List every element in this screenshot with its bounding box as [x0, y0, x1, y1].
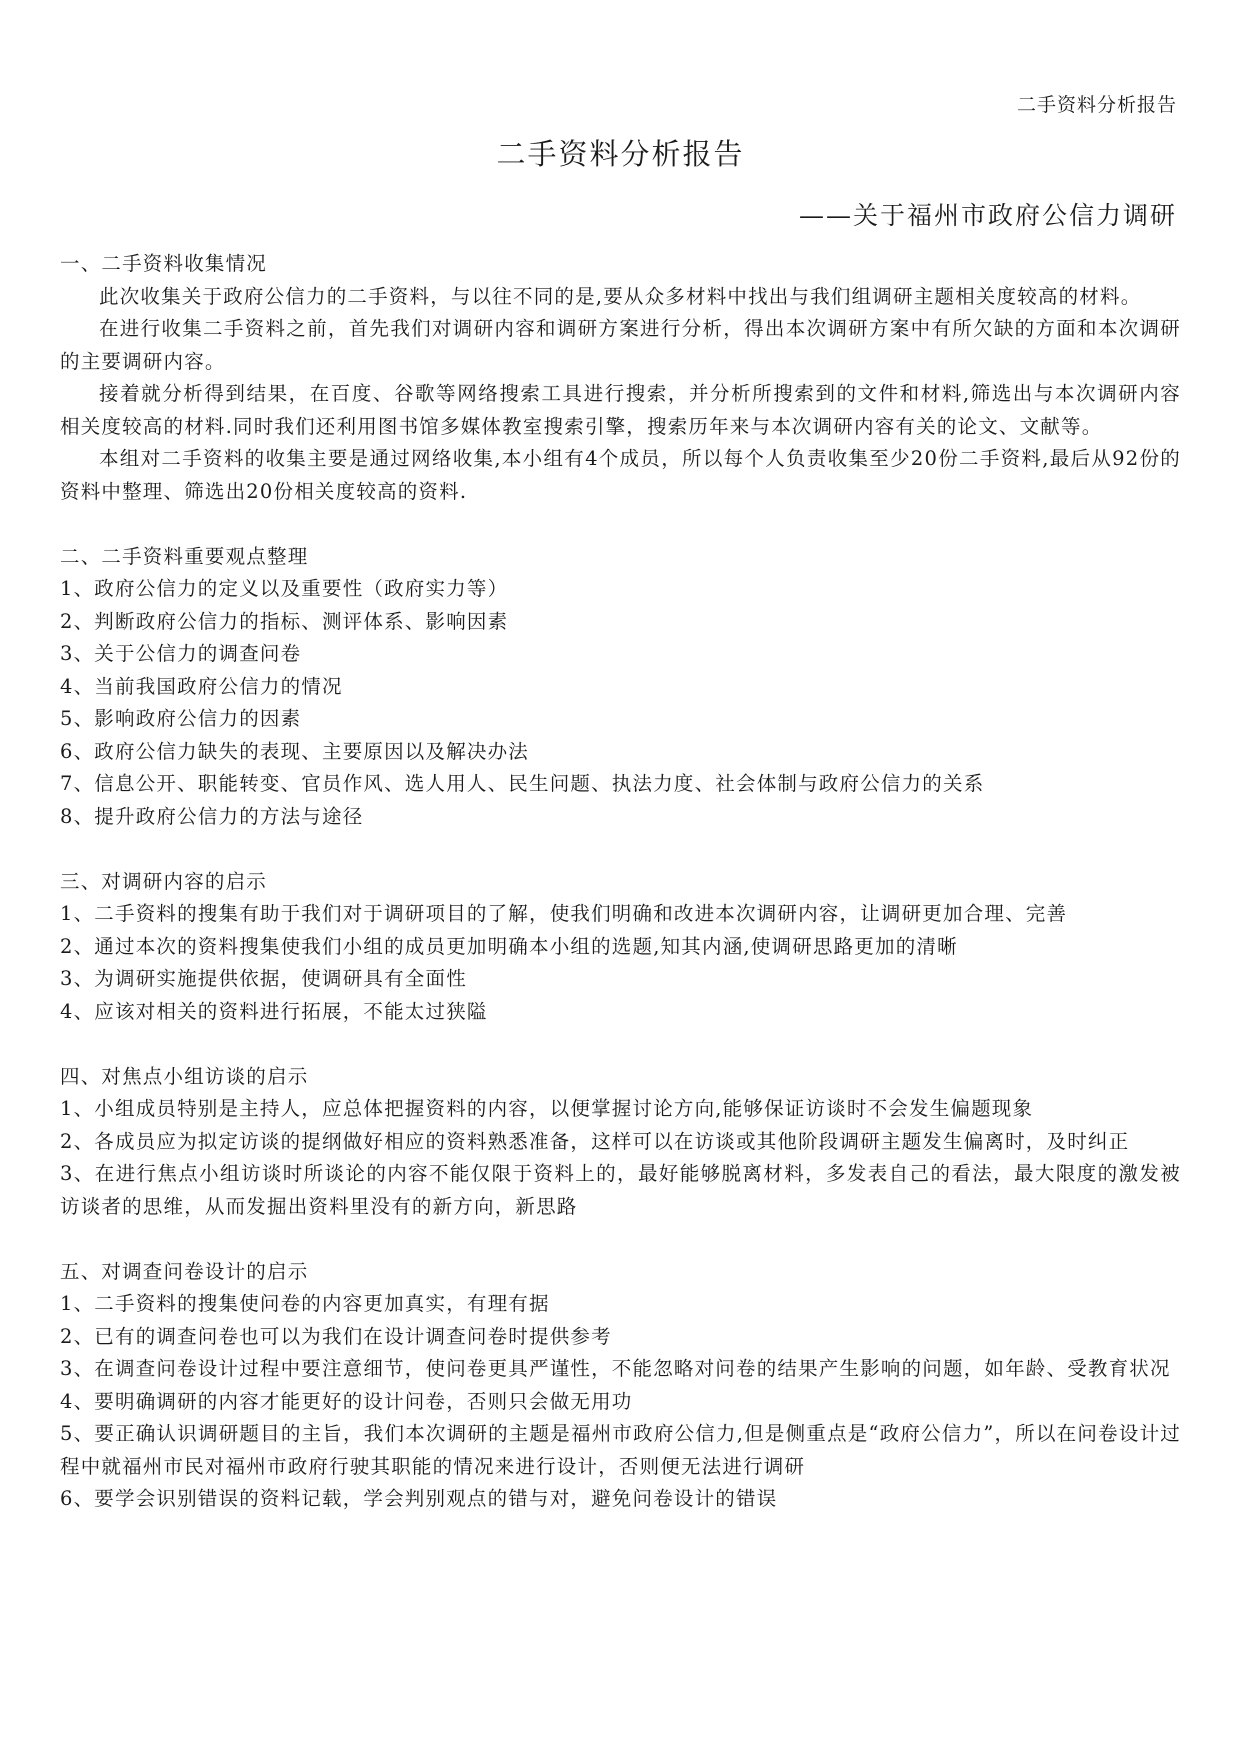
list-item: 5、影响政府公信力的因素 [60, 707, 302, 730]
section-key-points [60, 541, 1181, 834]
section-collection [60, 248, 1181, 508]
list-item: 3、关于公信力的调查问卷 [60, 642, 302, 665]
section-heading: 三、对调研内容的启示 [60, 869, 268, 893]
list-item: 4、当前我国政府公信力的情况 [60, 674, 343, 698]
research-insights-list [60, 898, 1181, 1028]
section-heading: 四、对焦点小组访谈的启示 [60, 1064, 309, 1088]
key-points-list [60, 573, 1181, 833]
list-item: 8、提升政府公信力的方法与途径 [60, 804, 364, 828]
questionnaire-list [60, 1288, 1181, 1516]
list-item: 1、政府公信力的定义以及重要性（政府实力等） [60, 577, 509, 600]
list-item: 2、判断政府公信力的指标、测评体系、影响因素 [60, 609, 509, 633]
section-research-insights [60, 866, 1181, 1029]
document-body [60, 248, 1181, 1516]
list-item: 5、要正确认识调研题目的主旨，我们本次调研的主题是福州市政府公信力,但是侧重点是“政府公信力”，所以在问卷设计过程中就福州市民对福州市政府行驶其职能的情况来进行设计，否则便无法进行调研 [60, 1422, 1181, 1478]
document-title: 二手资料分析报告 [496, 137, 745, 171]
list-item: 3、为调研实施提供依据，使调研具有全面性 [60, 967, 467, 990]
section-questionnaire-insights [60, 1256, 1181, 1516]
list-item: 2、已有的调查问卷也可以为我们在设计调查问卷时提供参考 [60, 1324, 612, 1348]
list-item: 1、小组成员特别是主持人，应总体把握资料的内容，以便掌握讨论方向,能够保证访谈时不会发生偏题现象 [60, 1097, 1034, 1120]
list-item: 3、在调查问卷设计过程中要注意细节，使问卷更具严谨性，不能忽略对问卷的结果产生影响的问题，如年龄、受教育状况 [60, 1357, 1171, 1380]
list-item: 2、通过本次的资料搜集使我们小组的成员更加明确本小组的选题,知其内涵,使调研思路更加的清晰 [60, 934, 958, 958]
list-item: 6、要学会识别错误的资料记载，学会判别观点的错与对，避免问卷设计的错误 [60, 1487, 778, 1510]
section-heading: 二、二手资料重要观点整理 [60, 544, 309, 568]
paragraph: 在进行收集二手资料之前，首先我们对调研内容和调研方案进行分析，得出本次调研方案中有所欠缺的方面和本次调研的主要调研内容。 [60, 317, 1181, 373]
running-header: 二手资料分析报告 [1016, 94, 1177, 116]
focus-group-list [60, 1093, 1181, 1223]
list-item: 1、二手资料的搜集有助于我们对于调研项目的了解，使我们明确和改进本次调研内容，让调研更加合理、完善 [60, 902, 1068, 925]
list-item: 1、二手资料的搜集使问卷的内容更加真实，有理有据 [60, 1292, 550, 1315]
section-focus-group-insights [60, 1061, 1181, 1224]
paragraph: 此次收集关于政府公信力的二手资料，与以往不同的是,要从众多材料中找出与我们组调研主题相关度较高的材料。 [99, 284, 1142, 308]
list-item: 2、各成员应为拟定访谈的提纲做好相应的资料熟悉准备，这样可以在访谈或其他阶段调研主题发生偏离时，及时纠正 [60, 1129, 1130, 1153]
section-heading: 一、二手资料收集情况 [60, 252, 268, 275]
section-heading: 五、对调查问卷设计的启示 [60, 1259, 309, 1283]
document-subtitle: ——关于福州市政府公信力调研 [798, 201, 1177, 230]
list-item: 4、应该对相关的资料进行拓展，不能太过狭隘 [60, 999, 488, 1023]
list-item: 3、在进行焦点小组访谈时所谈论的内容不能仅限于资料上的，最好能够脱离材料，多发表自己的看法，最大限度的激发被访谈者的思维，从而发掘出资料里没有的新方向，新思路 [60, 1162, 1181, 1218]
list-item: 6、政府公信力缺失的表现、主要原因以及解决办法 [60, 739, 530, 763]
paragraph: 本组对二手资料的收集主要是通过网络收集,本小组有4个成员，所以每个人负责收集至少20份二手资料,最后从92份的资料中整理、筛选出20份相关度较高的资料. [60, 447, 1181, 503]
list-item: 7、信息公开、职能转变、官员作风、选人用人、民生问题、执法力度、社会体制与政府公信力的关系 [60, 772, 985, 795]
list-item: 4、要明确调研的内容才能更好的设计问卷，否则只会做无用功 [60, 1389, 633, 1413]
paragraph: 接着就分析得到结果，在百度、谷歌等网络搜索工具进行搜索，并分析所搜索到的文件和材料,筛选出与本次调研内容相关度较高的材料.同时我们还利用图书馆多媒体教室搜索引擎，搜索历年来与本次调研内容有关的论文、文献等。 [60, 382, 1181, 438]
